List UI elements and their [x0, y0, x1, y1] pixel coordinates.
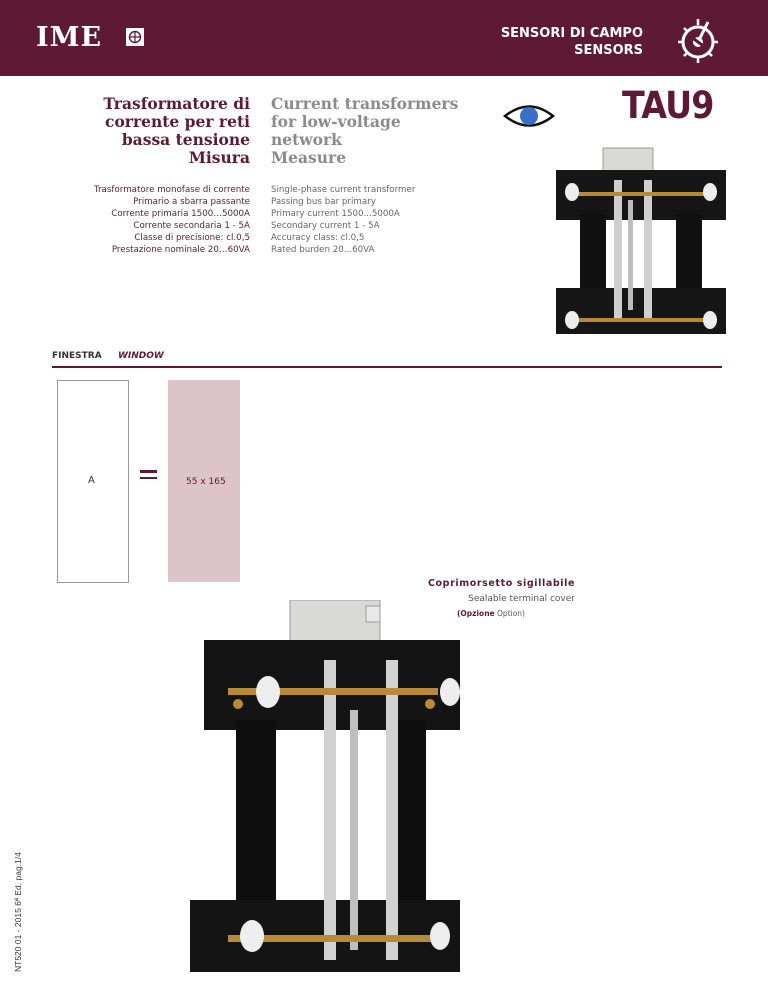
- window-label-en: WINDOW: [118, 351, 164, 361]
- eye-icon: [503, 103, 555, 129]
- model-name: TAU9: [622, 84, 714, 127]
- category-en: SENSORS: [574, 43, 643, 58]
- sensor-gauge-icon: [674, 14, 722, 64]
- category-it: SENSORI DI CAMPO: [500, 26, 643, 41]
- product-photo-small: [548, 140, 734, 338]
- footer-doc-code: NT520 01 - 2015 6ª Ed. pag.1/4: [13, 852, 23, 972]
- cover-title-it: Coprimorsetto sigillabile: [427, 578, 575, 589]
- equals-icon: [140, 470, 157, 482]
- title-english: Current transformers for low-voltage network Measure: [271, 94, 459, 167]
- window-label-it: FINESTRA: [52, 351, 102, 361]
- product-photo-large: [190, 600, 472, 978]
- cover-title-en: Sealable terminal cover: [468, 594, 575, 604]
- window-dimension-key: A: [88, 475, 95, 486]
- section-divider: [52, 366, 722, 368]
- title-italian: Trasformatore di corrente per reti bassa tensione Misura: [103, 94, 250, 167]
- specs-english: Single-phase current transformer Passing bus bar primary Primary current 1500...5000A Secondary current 1 - 5A Accuracy class: cl.0,5 Rated burden 20...60VA: [271, 185, 416, 255]
- header-band: [0, 0, 768, 76]
- cover-option: (Opzione Option): [456, 609, 525, 618]
- ime-logo-icon: [126, 28, 144, 46]
- brand-logo: IME: [36, 22, 103, 53]
- window-dimension-value: 55 x 165: [186, 477, 226, 487]
- specs-italian: Trasformatore monofase di corrente Primario a sbarra passante Corrente primaria 1500…5000A Corrente secondaria 1 - 5A Classe di precisione: cl.0,5 Prestazione nominale 20…60VA: [93, 185, 250, 255]
